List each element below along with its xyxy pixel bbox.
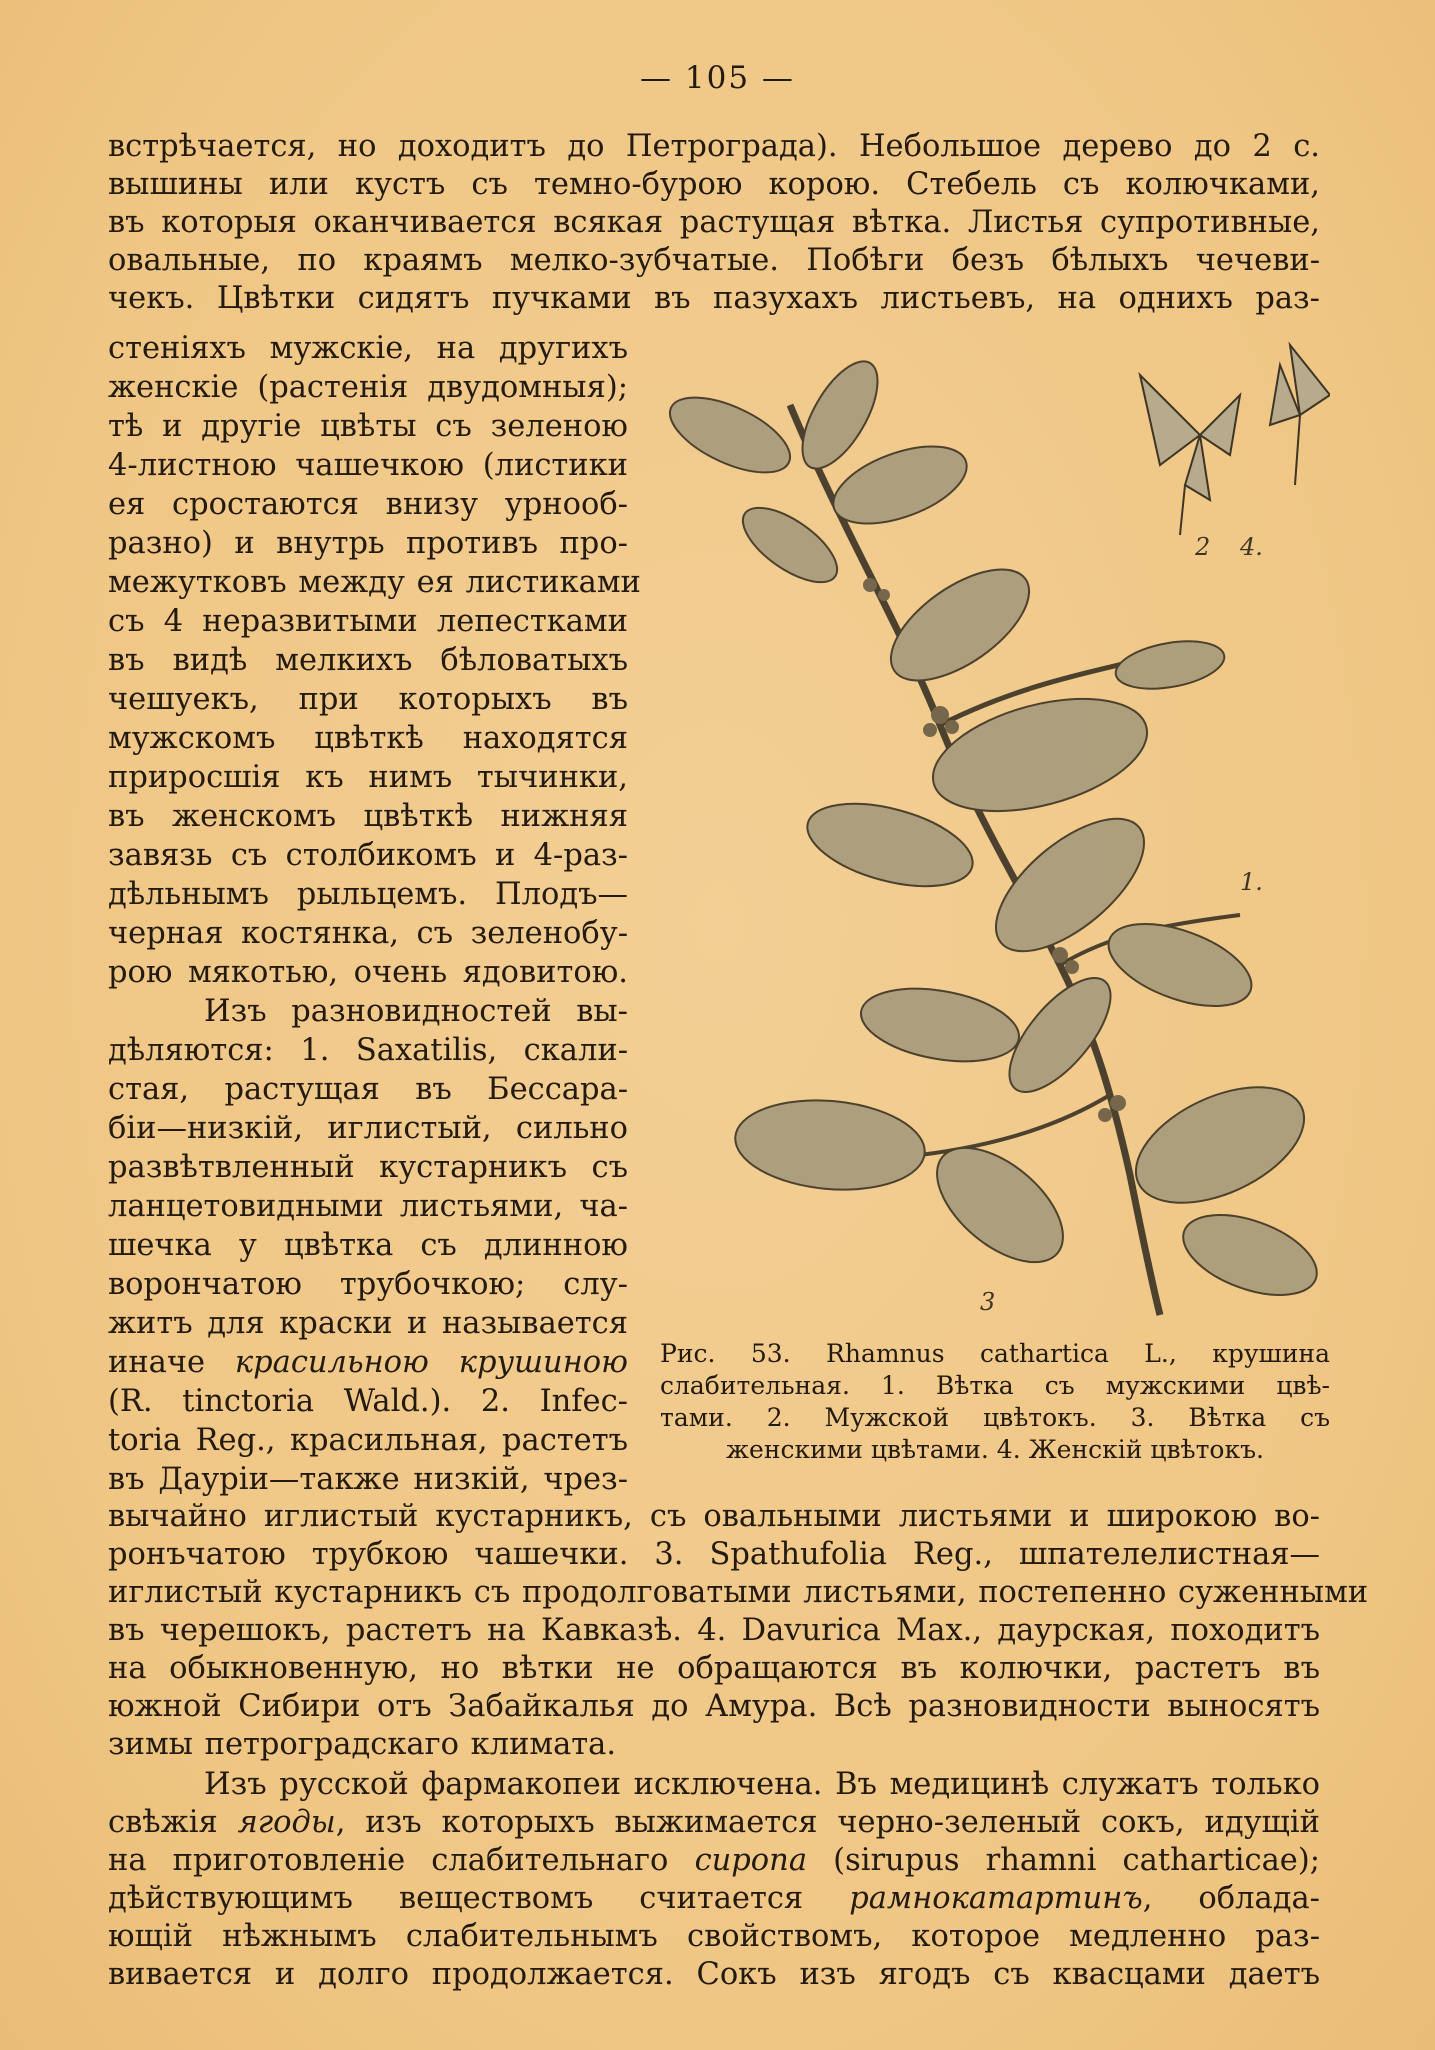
text-line	[108, 1880, 1320, 1918]
text-line: разно) и внутрь противъ про-	[108, 526, 628, 561]
figure-label-3: 3	[980, 1288, 996, 1316]
text-line: завязь съ столбикомъ и 4-раз-	[108, 838, 628, 873]
figure-label-1: 1.	[1240, 868, 1263, 896]
italic-term: рамнокатартинъ	[849, 1881, 1143, 1916]
text-line: зимы петроградскаго климата.	[108, 1727, 617, 1762]
text-line: шечка у цвѣтка съ длинною	[108, 1228, 628, 1263]
text-line: toria Reg., красильная, растетъ	[108, 1423, 628, 1458]
text-line: ронъчатою трубкою чашечки. 3. Spathufolia Reg., шпателелистная—	[108, 1537, 1320, 1572]
text-line: въ которыя оканчивается всякая растущая вѣтка. Листья супротивные,	[108, 205, 1320, 240]
text-line: межутковъ между ея листиками	[108, 565, 641, 600]
text-line: въ черешокъ, растетъ на Кавказѣ. 4. Davurica Max., даурская, походитъ	[108, 1613, 1320, 1648]
text-line: въ видѣ мелкихъ бѣловатыхъ	[108, 643, 628, 678]
text-line	[108, 1804, 1320, 1842]
text-line: женскіе (растенія двудомныя);	[108, 370, 628, 405]
text-span: , изъ которыхъ выжимается черно-зеленый сокъ, идущій	[335, 1805, 1320, 1840]
text-line: на обыкновенную, но вѣтки не обращаются въ колючки, растетъ въ	[108, 1651, 1320, 1686]
text-line: мужскомъ цвѣткѣ находятся	[108, 721, 628, 756]
figure-caption-line: Рис. 53. Rhamnus cathartica L., крушина	[660, 1339, 1330, 1368]
text-line: овальные, по краямъ мелко-зубчатые. Побѣги безъ бѣлыхъ чечеви-	[108, 243, 1320, 278]
text-line: вивается и долго продолжается. Сокъ изъ ягодъ съ квасцами даетъ	[108, 1957, 1320, 1992]
text-line	[108, 1842, 1320, 1880]
text-line: ланцетовидными листьями, ча-	[108, 1189, 628, 1224]
text-line: черная костянка, съ зеленобу-	[108, 916, 628, 951]
text-line: біи—низкій, иглистый, сильно	[108, 1111, 628, 1146]
text-span: (sirupus rhamni catharticae);	[807, 1843, 1320, 1878]
text-line: чекъ. Цвѣтки сидятъ пучками въ пазухахъ листьевъ, на однихъ раз-	[108, 281, 1320, 316]
italic-term: красильною крушиною	[234, 1345, 628, 1380]
text-span: , облада-	[1142, 1881, 1320, 1916]
text-line: вышины или кустъ съ темно-бурою корою. Стебель съ колючками,	[108, 167, 1320, 202]
rhamnus-drawing	[640, 325, 1330, 1320]
text-line: развѣтвленный кустарникъ съ	[108, 1150, 628, 1185]
text-line: съ 4 неразвитыми лепестками	[108, 604, 628, 639]
text-line: Изъ русской фармакопеи исключена. Въ медицинѣ служатъ только	[204, 1767, 1320, 1802]
figure-caption-line: тами. 2. Мужской цвѣтокъ. 3. Вѣтка съ	[660, 1403, 1330, 1432]
text-span: на приготовленіе слабительнаго	[108, 1843, 695, 1878]
text-line: тѣ и другіе цвѣты съ зеленою	[108, 409, 628, 444]
figure-label-2: 2	[1195, 533, 1211, 561]
text-line: Изъ разновидностей вы-	[204, 994, 628, 1029]
figure-caption-line: слабительная. 1. Вѣтка съ мужскими цвѣ-	[660, 1371, 1330, 1400]
text-line: (R. tinctoria Wald.). 2. Infec-	[108, 1384, 628, 1419]
text-span: дѣйствующимъ веществомъ считается	[108, 1881, 850, 1916]
text-line: въ Дауріи—также низкій, чрез-	[108, 1462, 628, 1497]
text-line: житъ для краски и называется	[108, 1306, 628, 1341]
text-line: встрѣчается, но доходитъ до Петрограда). Небольшое дерево до 2 с.	[108, 129, 1320, 164]
text-line: дѣляются: 1. Saxatilis, скали-	[108, 1033, 628, 1068]
text-span: иначе	[108, 1345, 235, 1380]
text-line: ющій нѣжнымъ слабительнымъ свойствомъ, которое медленно раз-	[108, 1919, 1320, 1954]
italic-term: сиропа	[694, 1843, 808, 1878]
text-line: вычайно иглистый кустарникъ, съ овальными листьями и широкою во-	[108, 1499, 1320, 1534]
text-line: 4-листною чашечкою (листики	[108, 448, 628, 483]
text-line: стеніяхъ мужскіе, на другихъ	[108, 331, 628, 366]
text-line: ея сростаются внизу урнооб-	[108, 487, 628, 522]
text-line: дѣльнымъ рыльцемъ. Плодъ—	[108, 877, 628, 912]
page-number: — 105 —	[640, 60, 795, 96]
figure-caption-line: женскими цвѣтами. 4. Женскій цвѣтокъ.	[726, 1435, 1264, 1464]
plant-illustration	[640, 325, 1330, 1320]
text-span: свѣжія	[108, 1805, 238, 1840]
italic-term: ягоды	[237, 1805, 336, 1840]
text-line: иглистый кустарникъ съ продолговатыми листьями, постепенно суженными	[108, 1575, 1369, 1610]
text-line: стая, растущая въ Бессара-	[108, 1072, 628, 1107]
text-line: рою мякотью, очень ядовитою.	[108, 955, 628, 990]
text-line: приросшія къ нимъ тычинки,	[108, 760, 628, 795]
figure-label-4: 4.	[1240, 533, 1263, 561]
text-line: чешуекъ, при которыхъ въ	[108, 682, 628, 717]
text-line	[108, 1344, 628, 1382]
text-line: ворончатою трубочкою; слу-	[108, 1267, 628, 1302]
text-line: въ женскомъ цвѣткѣ нижняя	[108, 799, 628, 834]
text-line: южной Сибири отъ Забайкалья до Амура. Всѣ разновидности выносятъ	[108, 1689, 1320, 1724]
